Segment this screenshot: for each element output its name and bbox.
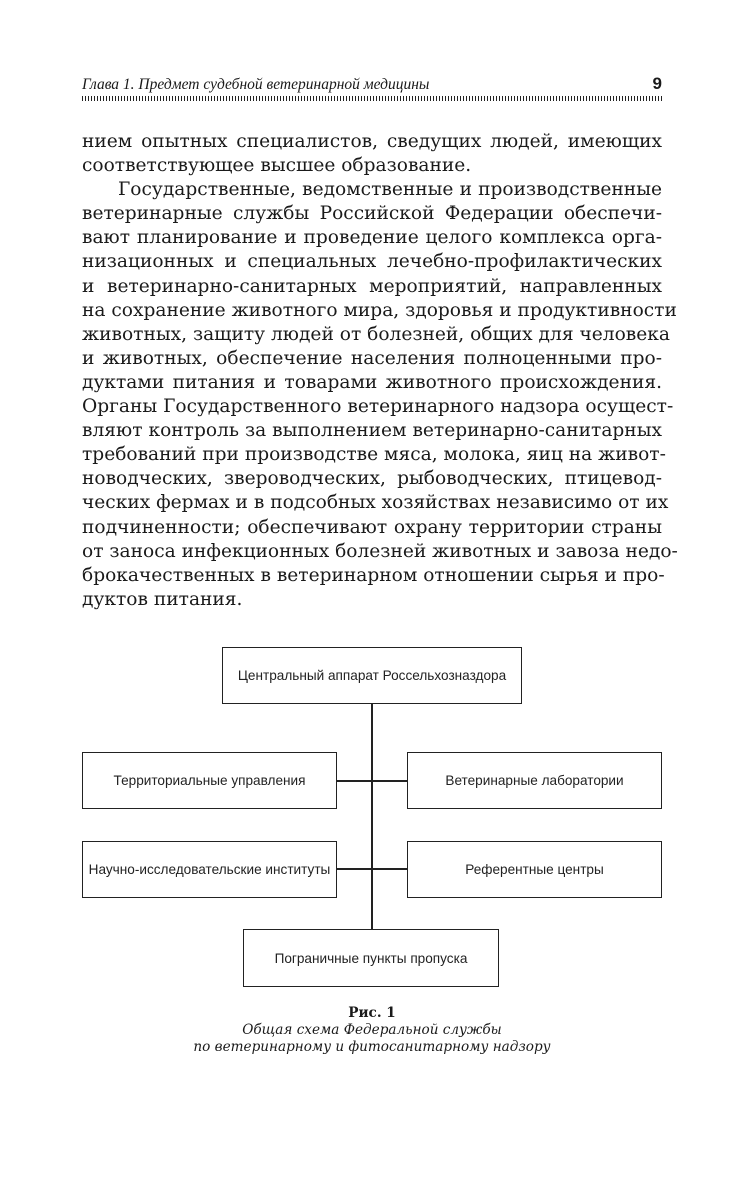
connector-trunk: [371, 703, 373, 930]
text-line: и ветеринарно-санитарных мероприятий, направленных: [82, 275, 662, 297]
box-research-institutes: [82, 841, 337, 898]
text-line: дуктов питания.: [82, 588, 243, 610]
text-line: ветеринарные службы Российской Федерации обеспечи-: [82, 203, 662, 225]
running-title: Глава 1. Предмет судебной ветеринарной медицины: [82, 76, 430, 93]
figure-caption-line: по ветеринарному и фитосанитарному надзору: [193, 1039, 551, 1055]
figure-caption-line: Общая схема Федеральной службы: [242, 1022, 502, 1038]
box-border-checkpoints: [243, 929, 499, 987]
box-territorial-label: Территориальные управления: [113, 773, 306, 788]
header-dotted-rule: [82, 96, 662, 101]
text-line: животных, защиту людей от болезней, общих для человека: [82, 323, 670, 345]
text-line: Органы Государственного ветеринарного надзора осущест-: [82, 396, 674, 418]
figure-number: Рис. 1: [348, 1005, 396, 1021]
text-line: низационных и специальных лечебно-профилактических: [82, 251, 662, 273]
running-head: [82, 74, 662, 96]
box-veterinary-labs: [407, 752, 662, 809]
box-border-label: Пограничные пункты пропуска: [274, 950, 468, 966]
text-line: и животных, обеспечение населения полноценными про-: [82, 347, 662, 369]
box-reference-centers: [407, 841, 662, 898]
body-text: [82, 130, 678, 612]
figure-caption: [82, 1005, 662, 1056]
box-institutes-label: Научно-исследовательские институты: [88, 862, 331, 877]
text-line: новодческих, звероводческих, рыбоводческих, птицевод-: [82, 468, 662, 490]
text-line: вают планирование и проведение целого комплекса орга-: [82, 227, 662, 249]
text-line: нием опытных специалистов, сведущих людей, имеющих: [82, 131, 662, 152]
box-central-apparatus: [222, 647, 522, 704]
box-reference-label: Референтные центры: [465, 862, 604, 877]
text-line: Государственные, ведомственные и производственные: [118, 179, 662, 201]
page-number: 9: [652, 74, 662, 93]
text-line: вляют контроль за выполнением ветеринарно-санитарных: [82, 420, 662, 442]
text-line: на сохранение животного мира, здоровья и продуктивности: [82, 299, 677, 321]
text-line: брокачественных в ветеринарном отношении сырья и про-: [82, 564, 665, 586]
text-line: от заноса инфекционных болезней животных и завоза недо-: [82, 540, 678, 562]
text-line: подчиненности; обеспечивают охрану территории страны: [82, 516, 662, 538]
connector-row1: [336, 780, 408, 782]
box-territorial-departments: [82, 752, 337, 809]
box-central-label: Центральный аппарат Россельхозназдора: [237, 668, 507, 683]
connector-row2: [336, 868, 408, 870]
text-line: дуктами питания и товарами животного происхождения.: [82, 371, 662, 393]
box-labs-label: Ветеринарные лаборатории: [445, 773, 624, 788]
text-line: ческих фермах и в подсобных хозяйствах независимо от их: [82, 492, 669, 514]
text-line: требований при производстве мяса, молока, яиц на живот-: [82, 444, 666, 466]
text-line: соответствующее высшее образование.: [82, 155, 472, 177]
